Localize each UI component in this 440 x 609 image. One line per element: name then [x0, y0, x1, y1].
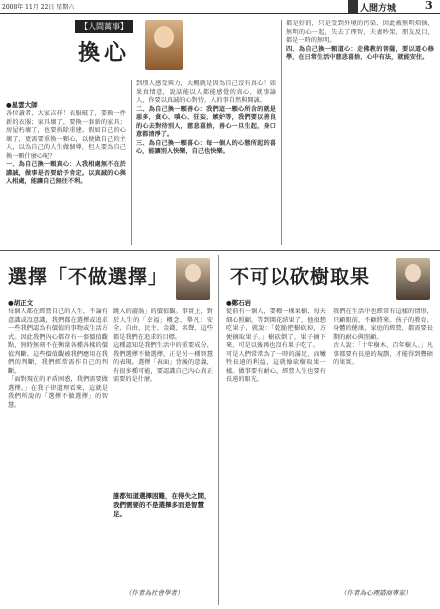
top-col-3b-text: 四、為自己換一顆道心：走佛教的菩薩，要以道心修學，在日常生活中慈悲喜捨，心中有法，就能安住。 [286, 45, 434, 61]
left-col-2 [113, 308, 213, 488]
top-col-2-text: 到別人感受與力，大概就是因為自己沒有真心！如果真情意，說話能以人都能感覺的真心，就事論人，你要以真誠的心對待，人的事自然與開誠。 [136, 80, 276, 104]
right-col-1b-text: 可是人們常常為了一時的滿足，而犧牲長遠的利益，這就像砍樹取果一樣。做事要有耐心，經營人生也要有長遠的眼光。 [226, 350, 326, 383]
left-byline: ●胡正文 [8, 299, 34, 307]
divider [131, 80, 132, 245]
left-article-title: 選擇「不做選擇」 [8, 266, 169, 288]
column-badge: 【人間萬事】 [75, 20, 133, 33]
top-col-3-text: 都是好的，只是受到外境的污染，因此被無明煩惱，無明的心一起，失去了理智，夫妻吵架，朋友反目，都是一時的無明。 [286, 20, 434, 44]
top-col-3 [286, 20, 434, 245]
left-col-2-text: 跳入的漩渦」的價值觀。事實上，對於人生的「幸福」概念，舉凡：安全、自由、民主、金錢、名聲，這些都是我們在追求的目標。 [113, 308, 213, 341]
page-number: 3 [425, 0, 433, 12]
top-col-2c-text: 三、為自己換一顆喜心：每一個人的心態所起的喜心，能讓別人快樂，自己也快樂。 [136, 139, 276, 155]
page-date: 2008年 11月 22日 星期六 [2, 4, 75, 11]
right-col-2-text: 我們在生活中也經常有這樣的情形，只顧眼前，不顧將來。孩子的教育，身體的健康，家庭的經營，都需要長期的耐心與照顧。 [333, 308, 433, 341]
right-col-2b-text: 古人說：「十年樹木，百年樹人。」凡事都要有長遠的規劃，才能得到豐碩的果實。 [333, 342, 433, 366]
divider [218, 255, 219, 605]
left-col-1-text: 每個人都在經營自己的人生，不論有意識或沒意識，我們都在選擇或追求一些我們認為有價值的事物或生活方式。因此我們內心都存有一套價值觀點，無時無刻不在衡量各種各樣的價值判斷。這些價值觀被我們應用在我們的判斷，我們經常需作自己的判斷。 [8, 308, 108, 375]
left-col-2b-text: 這種認知是我們生活中的重要成分，我們選擇不做選擇，正是另一種智慧的表現。選擇「表面」背後的意義，有很多種可能，要認識自己內心真正需要的是什麼。 [113, 342, 213, 383]
left-col-1 [8, 308, 108, 600]
section-name: 人間方城 [360, 4, 397, 14]
page-header [0, 0, 440, 14]
header-bar [348, 0, 358, 13]
author-headshot [176, 258, 210, 300]
top-col-1-text: 各位讀者，大家吉祥！衣服破了，要換一件新的衣服；家具壞了，要換一套新的家具；房屋朽壞了，也要拆除重建。假如自己的心壞了，更需要重換一顆心，以便做自己的主人，以為自己的人生做個尊，但人要為自己換一顆什麼心呢？ [6, 110, 126, 160]
author-portrait [145, 20, 183, 70]
right-credit: （作者為心理諮商專家） [340, 589, 412, 597]
section-divider [0, 250, 440, 251]
right-col-1-text: 從前有一個人，要種一棵果樹，每天細心照顧，等到開花結果了，他很想吃果子，就說：「乾脆把樹砍掉，方便摘取果子。」樹砍倒了，果子摘下來，可是以後再也沒有果子吃了。 [226, 308, 326, 349]
right-col-1 [226, 308, 326, 600]
divider [281, 20, 282, 245]
right-byline: ●鄭石岩 [226, 299, 252, 307]
left-col-1b-text: 「面對現在的矛盾困惑，我們需要做選擇。」在我子律道理看來，這就是我們所說的「選擇不做選擇」的智慧。 [8, 376, 108, 409]
top-col-1 [6, 110, 126, 245]
right-article-title: 不可以砍樹取果 [230, 266, 371, 288]
pull-quote: 誰都知道選擇困難，在得失之間，我們需要的不是選擇多而是智慧足。 [113, 492, 211, 518]
top-col-2 [136, 80, 276, 245]
top-byline: ●星雲大師 [6, 101, 38, 109]
right-col-2 [333, 308, 433, 583]
top-col-2b-text: 二、為自己換一顆善心：我們這一顆心所含的就是惡多，貪心、嗔心、狂妄、嫉妒等，我們要以善良的心去對待別人，慈悲喜捨，善心一旦生起，身口意都清淨了。 [136, 105, 276, 138]
top-col-1b-text: 一、為自己換一顆真心：人我相處無不在於講誠，做事是否要給予肯定。以真誠的心與人相處，能讓自己無往不利。 [6, 161, 126, 185]
author-headshot [396, 258, 430, 300]
top-article-title: 換心 [78, 40, 131, 66]
left-credit: （作者為社會學者） [125, 589, 184, 597]
